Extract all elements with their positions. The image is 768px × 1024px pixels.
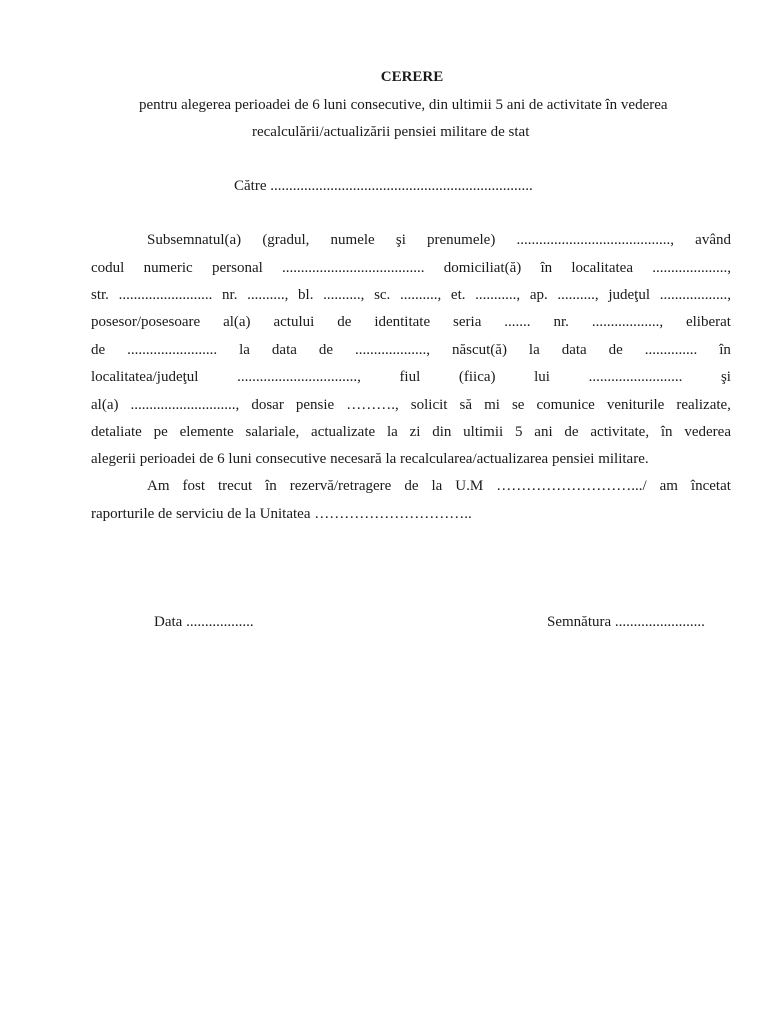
body-word: numeric	[143, 260, 193, 276]
body-word: Am	[147, 478, 170, 494]
body-word: în	[660, 424, 673, 440]
body-word: ..........,	[399, 287, 442, 303]
body-word: vederea	[684, 424, 731, 440]
body-word: ..............	[644, 342, 698, 358]
body-word: posesor/posesoare	[91, 314, 201, 330]
body-word: fost	[182, 478, 205, 494]
body-word: personal	[211, 260, 263, 276]
body-word: codul	[91, 260, 125, 276]
body-word: ............................,	[130, 397, 240, 413]
body-word: şi	[395, 232, 406, 248]
body-line	[91, 397, 731, 417]
body-word: judeţul	[608, 287, 651, 303]
body-word: data	[561, 342, 587, 358]
body-line	[91, 369, 731, 389]
body-word: al(a)	[223, 314, 251, 330]
body-word: domiciliat(ă)	[443, 260, 522, 276]
body-word: la	[528, 342, 540, 358]
body-word: la	[386, 424, 398, 440]
body-line	[91, 314, 731, 334]
body-word: prenumele)	[427, 232, 496, 248]
body-word: data	[271, 342, 297, 358]
body-line	[147, 478, 731, 498]
subtitle-line-2: recalculării/actualizării pensiei militare de stat	[252, 124, 530, 140]
body-word: veniturile	[606, 397, 665, 413]
body-word: alegerii perioadei de 6 luni consecutive necesară la recalcularea/actualizarea pensiei militare.	[91, 451, 649, 467]
body-word: str.	[91, 287, 109, 303]
body-word: ap.	[529, 287, 548, 303]
body-word: .........................	[588, 369, 683, 385]
body-word: elemente	[179, 424, 234, 440]
body-word: lui	[534, 369, 550, 385]
body-word: identitate	[374, 314, 431, 330]
body-word: localitatea	[571, 260, 633, 276]
body-word: .........................................,	[516, 232, 674, 248]
body-word: în	[540, 260, 553, 276]
body-word: ....................,	[652, 260, 731, 276]
body-word: localitatea/judeţul	[91, 369, 199, 385]
body-word: la	[239, 342, 250, 358]
body-word: raporturile de serviciu de la Unitatea …………………………..	[91, 506, 472, 522]
body-word: şi	[720, 369, 731, 385]
body-word: de	[91, 342, 106, 358]
body-word: mi	[484, 397, 500, 413]
body-word: ……….,	[346, 397, 399, 413]
body-word: U.M	[455, 478, 484, 494]
body-word: fiul	[399, 369, 421, 385]
body-word: pe	[153, 424, 168, 440]
body-word: în	[265, 478, 277, 494]
body-word: ultimii	[463, 424, 504, 440]
body-word: ................................,	[237, 369, 361, 385]
body-word: activitate,	[590, 424, 650, 440]
body-word: ......................................	[282, 260, 425, 276]
body-word: pensie	[295, 397, 335, 413]
body-word: trecut	[217, 478, 253, 494]
body-word: ani	[534, 424, 553, 440]
body-line	[91, 342, 731, 362]
body-word: zi	[409, 424, 421, 440]
signature-field: Semnătura ........................	[547, 614, 705, 630]
document-title: CERERE	[380, 69, 444, 85]
body-word: et.	[450, 287, 466, 303]
body-word: seria	[453, 314, 482, 330]
addressee-line: Către ......................................................................	[234, 178, 533, 194]
body-word: să	[459, 397, 473, 413]
body-word: ..........,	[247, 287, 289, 303]
body-word: ...........,	[475, 287, 521, 303]
body-word: (gradul,	[262, 232, 310, 248]
body-word: de	[318, 342, 334, 358]
body-word: se	[511, 397, 525, 413]
body-line	[91, 260, 731, 280]
body-word: rezervă/retragere	[289, 478, 392, 494]
body-word: nr.	[553, 314, 569, 330]
subtitle-line-1: pentru alegerea perioadei de 6 luni consecutive, din ultimii 5 ani de activitate în vederea	[139, 97, 668, 113]
body-line	[91, 451, 731, 471]
body-word: ..........,	[323, 287, 365, 303]
body-word: ……………………….../	[496, 478, 647, 494]
body-word: încetat	[690, 478, 731, 494]
body-line	[91, 287, 731, 307]
body-word: ........................	[127, 342, 218, 358]
body-word: .........................	[118, 287, 213, 303]
body-word: al(a)	[91, 397, 119, 413]
body-word: realizate,	[676, 397, 731, 413]
body-word: de	[404, 478, 419, 494]
body-word: născut(ă)	[451, 342, 507, 358]
body-word: am	[659, 478, 678, 494]
body-line	[147, 232, 731, 252]
body-word: solicit	[410, 397, 448, 413]
body-word: de	[608, 342, 623, 358]
body-line	[91, 424, 731, 444]
body-line	[91, 506, 731, 526]
body-word: la	[431, 478, 443, 494]
body-word: salariale,	[245, 424, 300, 440]
body-word: eliberat	[685, 314, 731, 330]
body-word: de	[337, 314, 352, 330]
body-word: sc.	[374, 287, 391, 303]
body-word: numele	[330, 232, 375, 248]
body-word: ...................,	[355, 342, 430, 358]
date-field: Data ..................	[154, 614, 254, 630]
body-word: ..................,	[659, 287, 731, 303]
body-word: în	[719, 342, 731, 358]
body-word: (fiica)	[458, 369, 496, 385]
body-word: de	[564, 424, 579, 440]
body-word: ..................,	[591, 314, 664, 330]
body-word: 5	[514, 424, 523, 440]
body-word: comunice	[536, 397, 595, 413]
body-word: .......	[504, 314, 531, 330]
body-word: din	[432, 424, 452, 440]
body-word: având	[695, 232, 731, 248]
body-word: Subsemnatul(a)	[147, 232, 242, 248]
body-word: dosar	[251, 397, 284, 413]
body-word: actualizate	[311, 424, 376, 440]
body-word: actului	[273, 314, 315, 330]
body-word: detaliate	[91, 424, 142, 440]
body-word: bl.	[298, 287, 314, 303]
body-word: ..........,	[557, 287, 599, 303]
body-word: nr.	[222, 287, 238, 303]
